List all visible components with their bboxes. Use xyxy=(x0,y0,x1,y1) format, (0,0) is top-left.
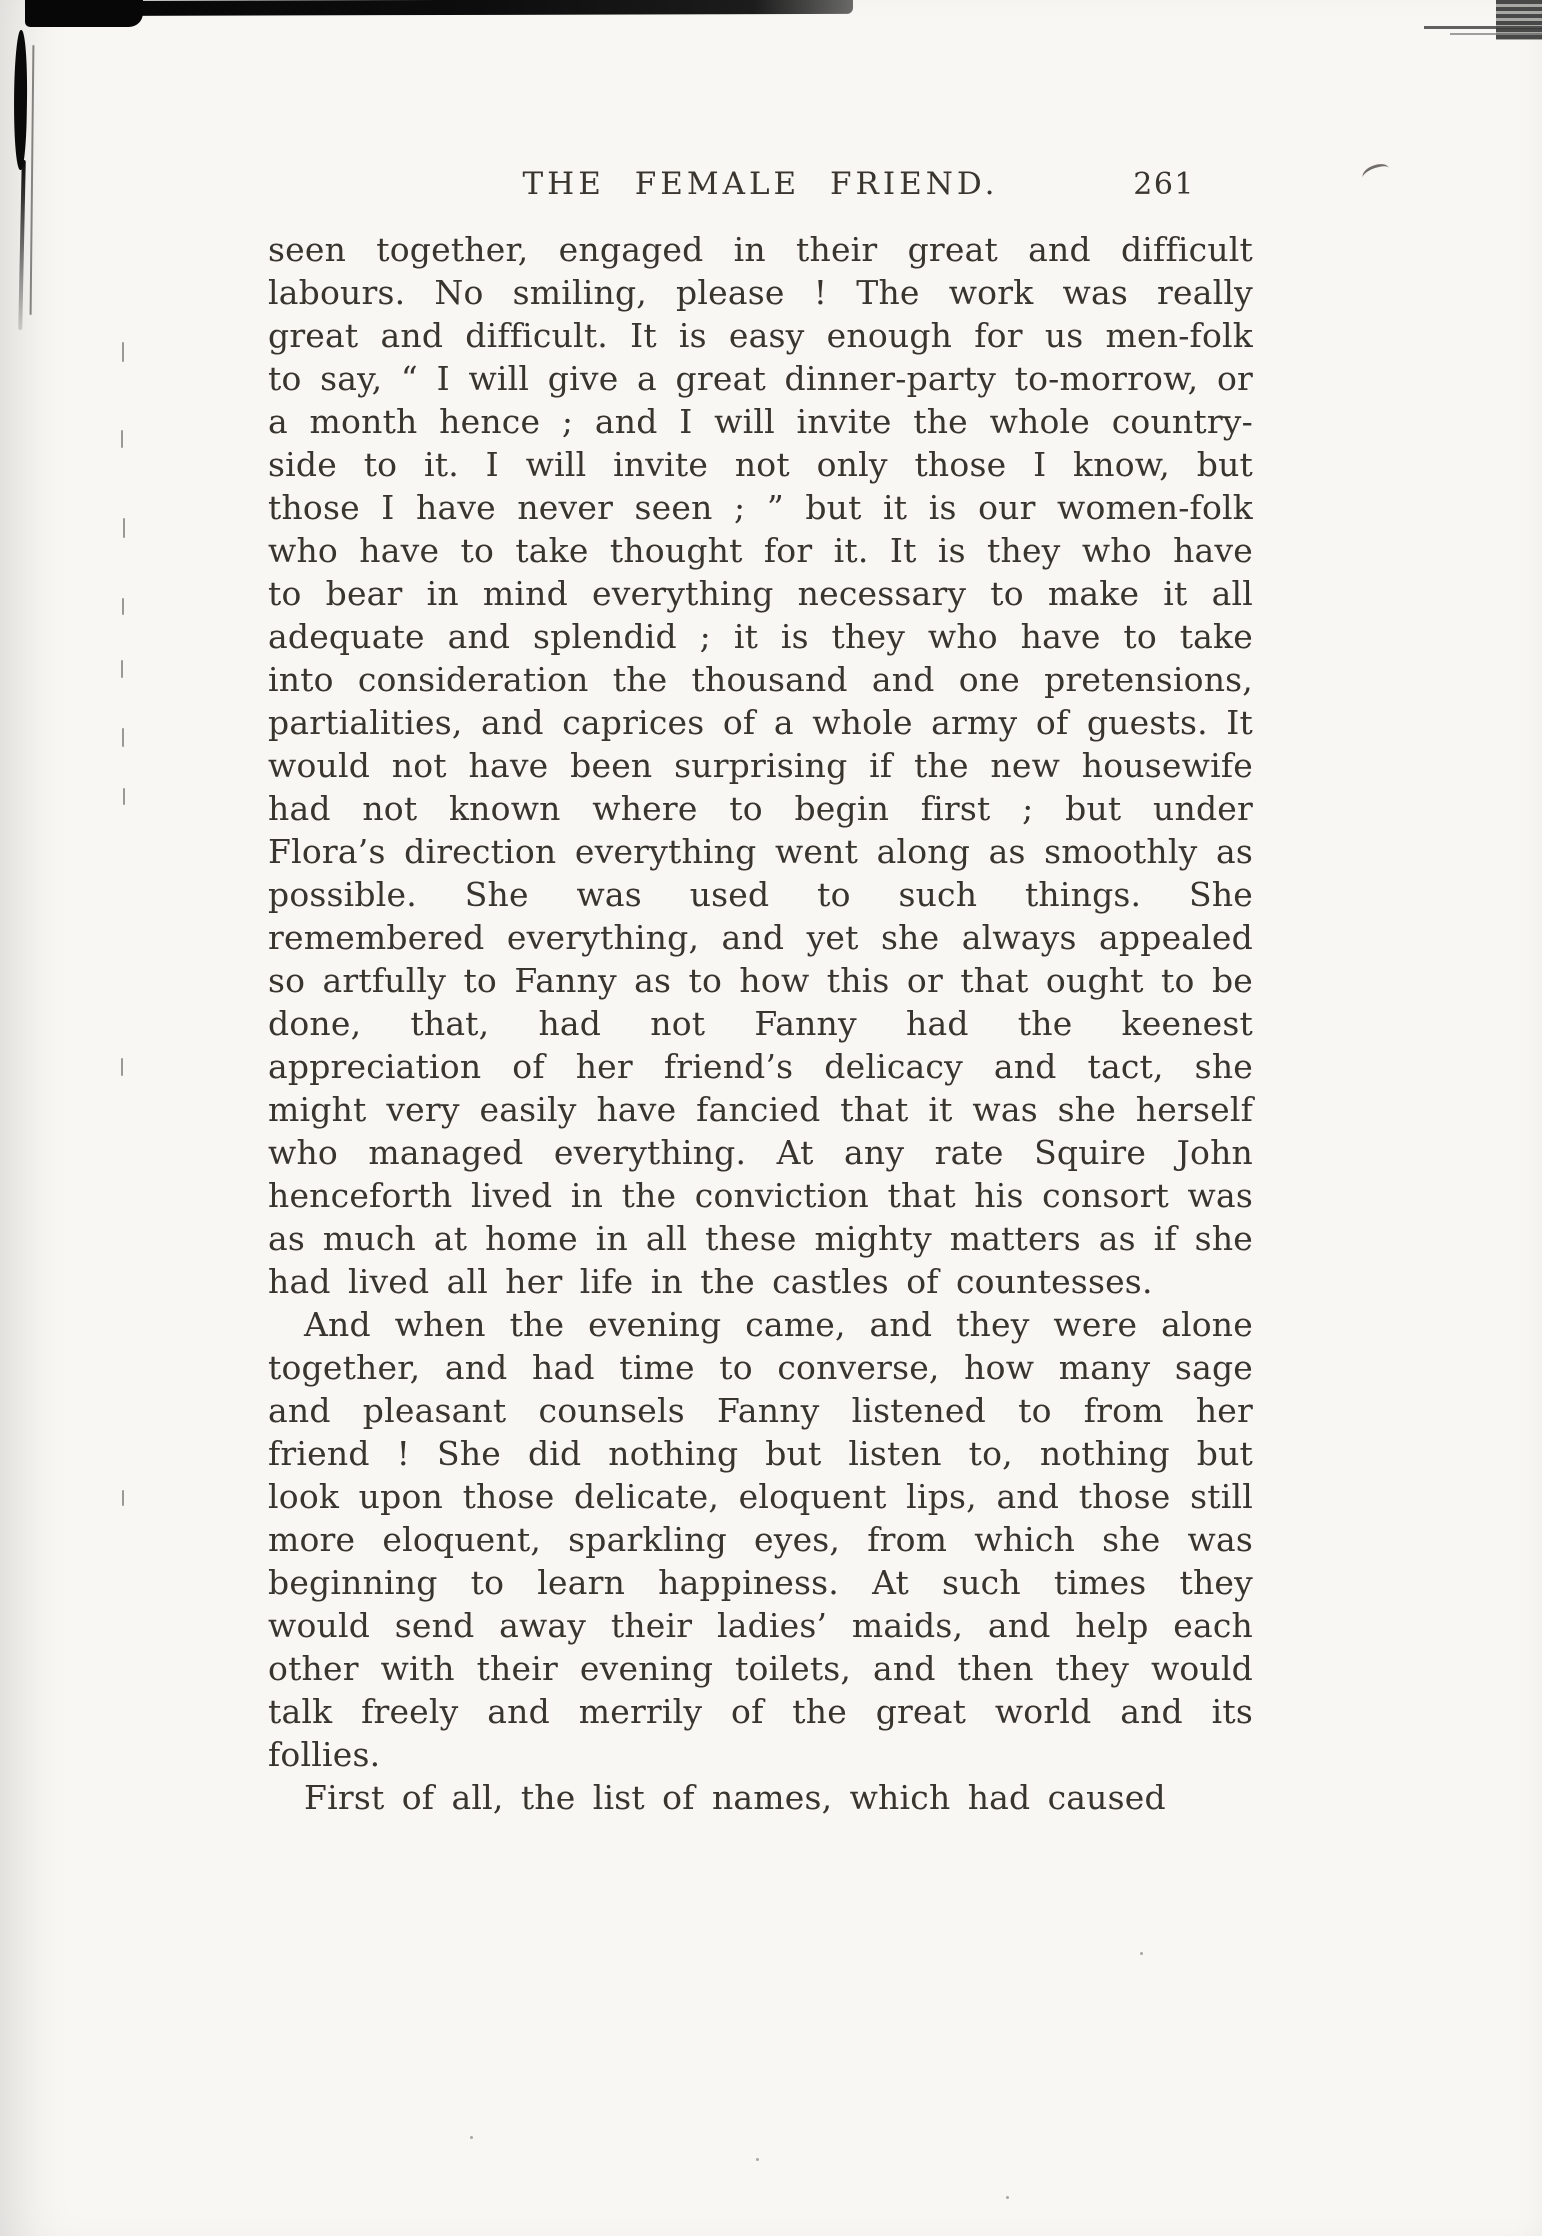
page-text-block xyxy=(268,228,1253,1819)
scan-artifact-top-right-line xyxy=(1424,26,1542,29)
scan-speck xyxy=(1140,1952,1143,1955)
scan-artifact-spine-shadow xyxy=(13,30,28,170)
scan-speck xyxy=(1006,2196,1009,2199)
paragraph: And when the evening came, and they were alone together, and had time to converse, how many sage and pleasant counsels Fanny listened to from her friend ! She did nothing but listen to, nothing but look upon those delicate, eloquent lips, and those still more eloquent, sparkling eyes, from which she was beginning to learn happiness. At such times they would send away their ladies’ maids, and help each other with their evening toilets, and then they would talk freely and merrily of the great world and its follies. xyxy=(268,1305,1253,1774)
margin-tick xyxy=(123,788,125,805)
scan-artifact-top-left-blob xyxy=(25,0,143,27)
margin-tick xyxy=(122,1490,124,1506)
paragraph-continuation: seen together, engaged in their great and difficult labours. No smiling, please ! The work was really great and difficult. It is easy enough for us men-folk to say, “ I will give a great dinner-party to-morrow, or a month hence ; and I will invite the whole country-side to it. I will invite not only those I know, but those I have never seen ; ” but it is our women-folk who have to take thought for it. It is they who have to bear in mind everything necessary to make it all adequate and splendid ; it is they who have to take into consideration the thousand and one pretensions, partialities, and caprices of a whole army of guests. It would not have been surprising if the new housewife had not known where to begin first ; but under Flora’s direction everything went along as smoothly as possible. She was used to such things. She remembered everything, and yet she always appealed so artfully to Fanny as to how this or that ought to be done, that, had not Fanny had the keenest appreciation of her friend’s delicacy and tact, she might very easily have fancied that it was she herself who managed everything. At any rate Squire John henceforth lived in the conviction that his consort was as much at home in all these mighty matters as if she had lived all her life in the castles of countesses. xyxy=(268,230,1253,1301)
margin-tick xyxy=(121,660,123,678)
margin-tick xyxy=(121,1058,123,1076)
pen-mark xyxy=(1360,161,1392,186)
scan-artifact-page-curl xyxy=(30,45,35,315)
page-number: 261 xyxy=(1133,167,1195,202)
scan-speck xyxy=(756,2158,759,2161)
margin-tick xyxy=(123,518,125,538)
margin-tick xyxy=(121,430,123,448)
running-title: THE FEMALE FRIEND. xyxy=(522,166,999,202)
margin-tick xyxy=(122,728,124,747)
scan-artifact-top-right-line xyxy=(1450,33,1542,35)
scan-artifact-top-edge xyxy=(25,0,853,16)
paragraph: First of all, the list of names, which had caused xyxy=(304,1778,1166,1817)
margin-tick xyxy=(122,598,124,615)
scan-artifact-spine-shadow-tail xyxy=(18,160,26,330)
margin-tick xyxy=(122,342,124,362)
running-head xyxy=(268,166,1253,208)
scan-speck xyxy=(470,2136,473,2139)
